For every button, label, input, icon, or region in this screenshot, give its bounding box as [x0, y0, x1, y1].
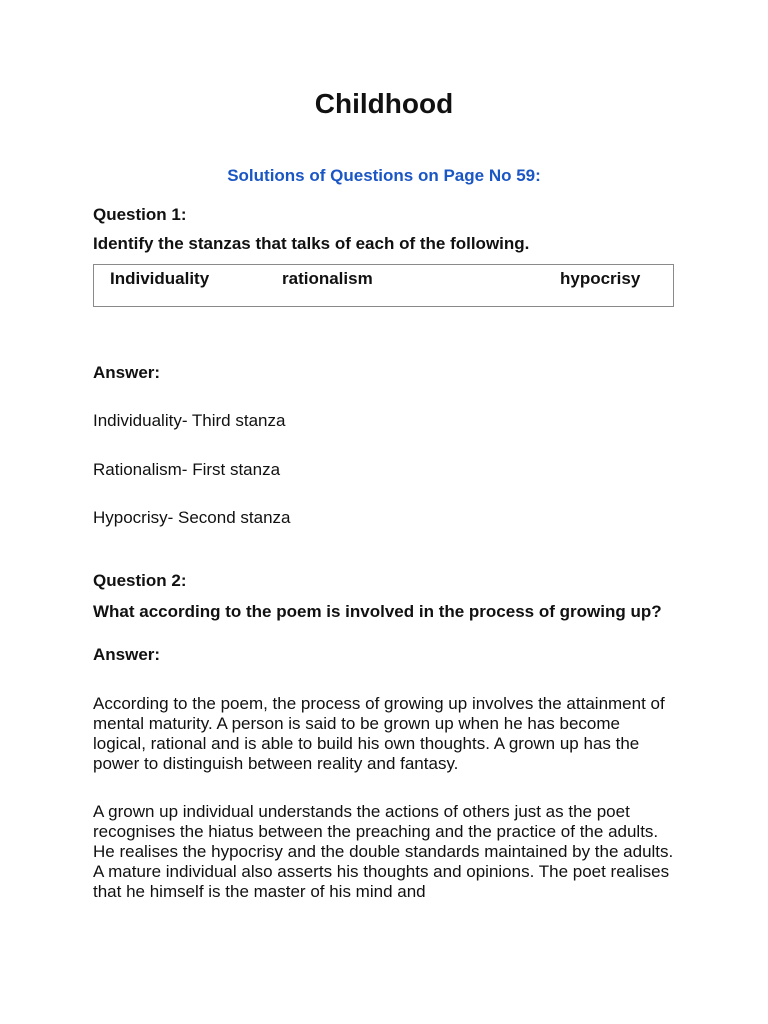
answer-2-paragraph-1: According to the poem, the process of growing up involves the attainment of mental maturity. A person is said to be grown up when he has become logical, rational and is able to build his own thoughts. A grown up has the power to distinguish between reality and fantasy.	[93, 694, 665, 773]
answer-2-paragraph-2: A grown up individual understands the actions of others just as the poet recognises the hiatus between the preaching and the practice of the adults. He realises the hypocrisy and the double standards maintained by the adults. A mature individual also asserts his thoughts and opinions. The poet realises that he himself is the master of his mind and	[93, 802, 674, 901]
section-subtitle: Solutions of Questions on Page No 59:	[227, 166, 541, 185]
question-2-text: What according to the poem is involved in the process of growing up?	[93, 602, 662, 621]
stanza-table	[93, 264, 674, 307]
question-2-label: Question 2:	[93, 571, 187, 590]
answer-1-line-rationalism: Rationalism- First stanza	[93, 460, 281, 479]
table-header-hypocrisy: hypocrisy	[560, 269, 641, 288]
answer-1-line-individuality: Individuality- Third stanza	[93, 411, 286, 430]
question-1-text: Identify the stanzas that talks of each of the following.	[93, 234, 530, 253]
question-1-label: Question 1:	[93, 205, 187, 224]
answer-1-label: Answer:	[93, 363, 161, 382]
table-header-individuality: Individuality	[110, 269, 210, 288]
answer-2-label: Answer:	[93, 645, 161, 664]
answer-1-line-hypocrisy: Hypocrisy- Second stanza	[93, 508, 291, 527]
table-header-rationalism: rationalism	[282, 269, 373, 288]
page-title: Childhood	[314, 88, 454, 119]
